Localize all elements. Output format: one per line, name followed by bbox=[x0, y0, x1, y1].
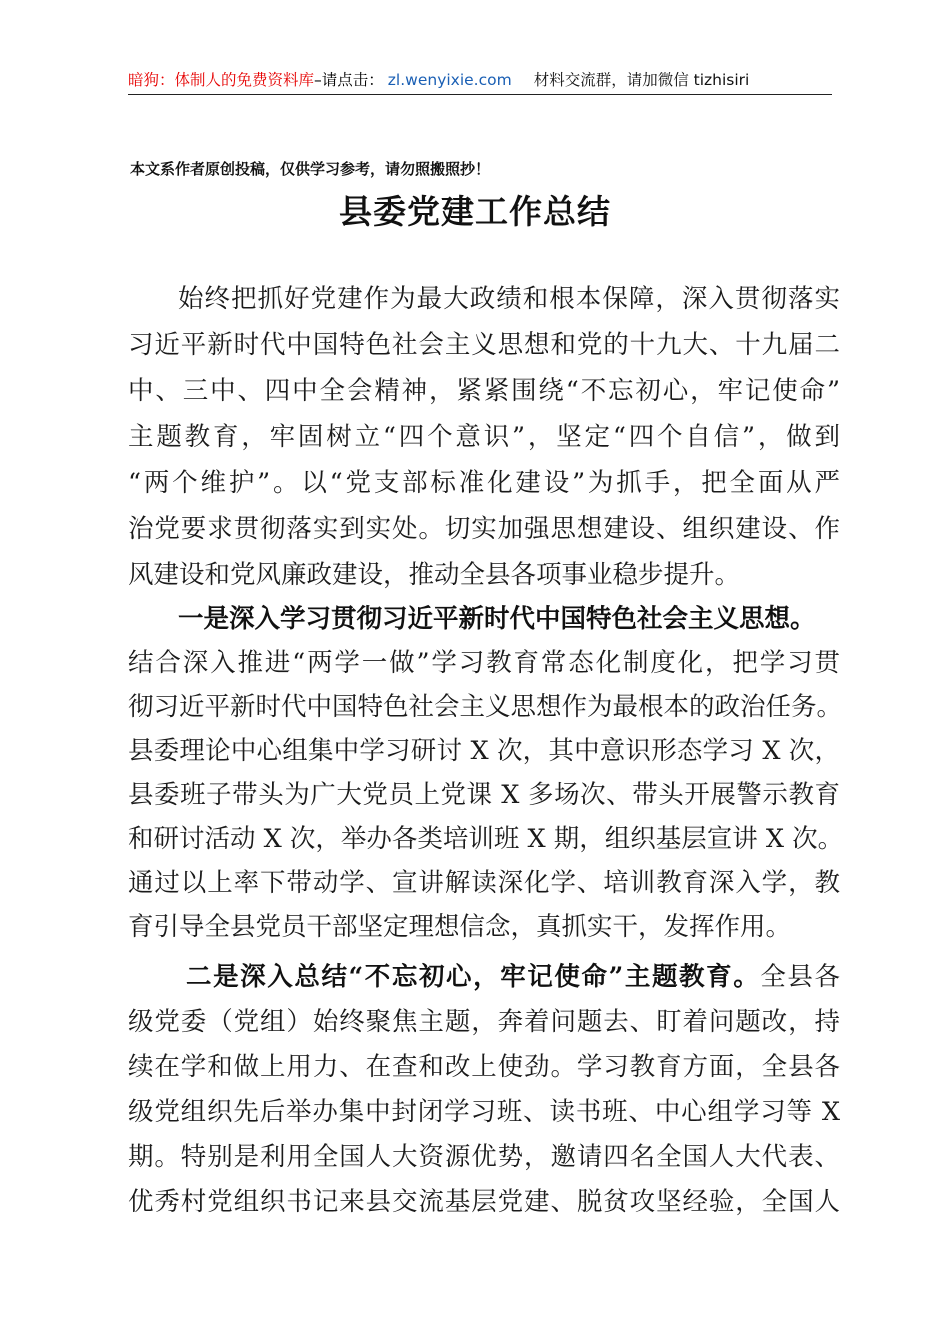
header-click-prompt: –请点击： bbox=[314, 71, 384, 89]
section2-line: 级党委（党组）始终聚焦主题，奔着问题去、盯着问题改，持 bbox=[128, 1007, 840, 1037]
section1-line: 彻习近平新时代中国特色社会主义思想作为最根本的政治任务。 bbox=[128, 692, 843, 722]
section2-line: 续在学和做上用力、在查和改上使劲。学习教育方面，全县各 bbox=[128, 1052, 840, 1082]
document-title: 县委党建工作总结 bbox=[339, 192, 611, 231]
header-group-note: 材料交流群，请加微信 tizhisiri bbox=[533, 71, 750, 89]
section1-line: 和研讨活动 X 次，举办各类培训班 X 期，组织基层宣讲 X 次。 bbox=[128, 824, 844, 854]
section2-first-line bbox=[186, 954, 840, 1000]
section1-line: 通过以上率下带动学、宣讲解读深化学、培训教育深入学，教 bbox=[128, 868, 840, 898]
section1-line: 结合深入推进“两学一做”学习教育常态化制度化，把学习贯 bbox=[128, 648, 840, 678]
intro-line: “两个维护”。以“党支部标准化建设”为抓手，把全面从严 bbox=[128, 468, 840, 498]
section1-line: 育引导全县党员干部坚定理想信念，真抓实干，发挥作用。 bbox=[128, 912, 792, 942]
section2-heading-tail: 全县各 bbox=[760, 962, 840, 992]
intro-line: 始终把抓好党建作为最大政绩和根本保障，深入贯彻落实 bbox=[178, 284, 840, 314]
intro-line: 风建设和党风廉政建设，推动全县各项事业稳步提升。 bbox=[128, 560, 741, 590]
section2-line: 级党组织先后举办集中封闭学习班、读书班、中心组学习等 X bbox=[128, 1097, 840, 1127]
section2-line: 期。特别是利用全国人大资源优势，邀请四名全国人大代表、 bbox=[128, 1142, 840, 1172]
section2-line: 优秀村党组织书记来县交流基层党建、脱贫攻坚经验，全国人 bbox=[128, 1187, 840, 1217]
header-brand: 暗狗：体制人的免费资料库 bbox=[128, 71, 315, 89]
intro-line: 中、三中、四中全会精神，紧紧围绕“不忘初心，牢记使命” bbox=[128, 376, 840, 406]
section2-heading: 二是深入总结“不忘初心，牢记使命”主题教育。 bbox=[186, 962, 761, 992]
intro-line: 习近平新时代中国特色社会主义思想和党的十九大、十九届二 bbox=[128, 330, 840, 360]
intro-line: 主题教育，牢固树立“四个意识”，坚定“四个自信”，做到 bbox=[128, 422, 840, 452]
section1-line: 县委班子带头为广大党员上党课 X 多场次、带头开展警示教育 bbox=[128, 780, 840, 810]
section1-heading: 一是深入学习贯彻习近平新时代中国特色社会主义思想。 bbox=[178, 604, 816, 634]
copyright-notice: 本文系作者原创投稿，仅供学习参考，请勿照搬照抄！ bbox=[130, 160, 491, 178]
page-header bbox=[128, 68, 832, 95]
header-url-link[interactable]: zl.wenyixie.com bbox=[387, 71, 512, 89]
intro-line: 治党要求贯彻落实到实处。切实加强思想建设、组织建设、作 bbox=[128, 514, 840, 544]
section1-line: 县委理论中心组集中学习研讨 X 次，其中意识形态学习 X 次， bbox=[128, 736, 840, 766]
